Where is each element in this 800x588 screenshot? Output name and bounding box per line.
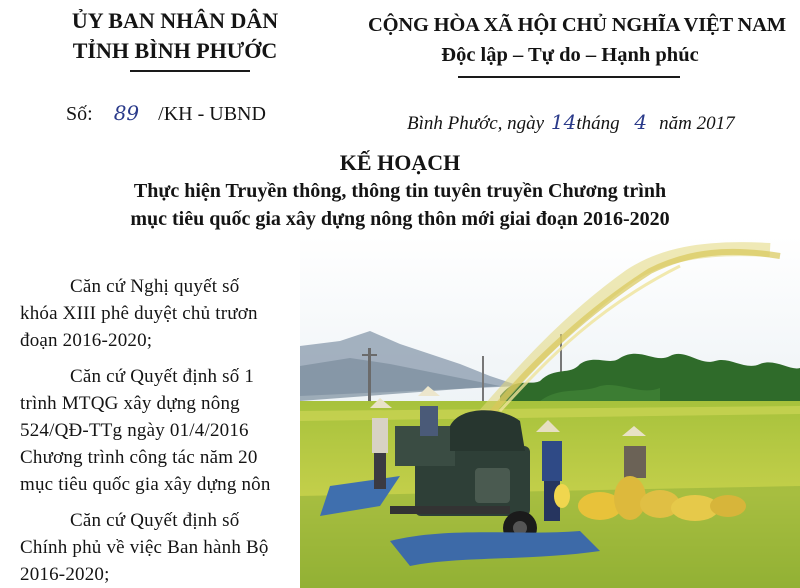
body-line: trình MTQG xây dựng nông [20, 393, 240, 414]
date-month: 4 [634, 110, 648, 134]
doc-number-suffix: /KH - UBND [158, 103, 266, 125]
body-line: mục tiêu quốc gia xây dựng nôn [20, 474, 271, 495]
nation-title: CỘNG HÒA XÃ HỘI CHỦ NGHĨA VIỆT NAM [368, 14, 786, 36]
document-type: KẾ HOẠCH [339, 150, 461, 175]
body-line: Chính phủ về việc Ban hành Bộ [20, 537, 269, 558]
motto-underline [458, 76, 680, 78]
body-line: Chương trình công tác năm 20 [20, 447, 258, 468]
motto: Độc lập – Tự do – Hạnh phúc [441, 44, 699, 66]
body-line: Căn cứ Quyết định số [70, 510, 240, 531]
subtitle-line-2: mục tiêu quốc gia xây dựng nông thôn mới giai đoạn 2016-2020 [130, 208, 670, 230]
body-line: khóa XIII phê duyệt chủ trươn [20, 303, 258, 324]
place-date-prefix: Bình Phước, ngày [407, 113, 545, 134]
body-line: đoạn 2016-2020; [20, 330, 153, 351]
org-underline [130, 70, 250, 72]
date-day: 14 [550, 110, 577, 134]
body-line: 2016-2020; [20, 564, 110, 585]
rice-threshing-photo [300, 236, 800, 588]
body-line: 524/QĐ-TTg ngày 01/4/2016 [20, 420, 249, 441]
doc-number-prefix: Số: [66, 103, 93, 125]
doc-number [66, 101, 266, 126]
year-label: năm 2017 [659, 113, 735, 134]
org-line-1: ỦY BAN NHÂN DÂN [71, 8, 279, 33]
doc-number-value: 89 [113, 101, 140, 125]
body-line: Căn cứ Quyết định số 1 [70, 366, 255, 387]
body-line: Căn cứ Nghị quyết số [70, 276, 240, 297]
place-date [407, 110, 735, 135]
subtitle-line-1: Thực hiện Truyền thông, thông tin tuyên truyền Chương trình [133, 180, 667, 202]
org-line-2: TỈNH BÌNH PHƯỚC [72, 38, 278, 63]
month-label: tháng [576, 113, 620, 134]
